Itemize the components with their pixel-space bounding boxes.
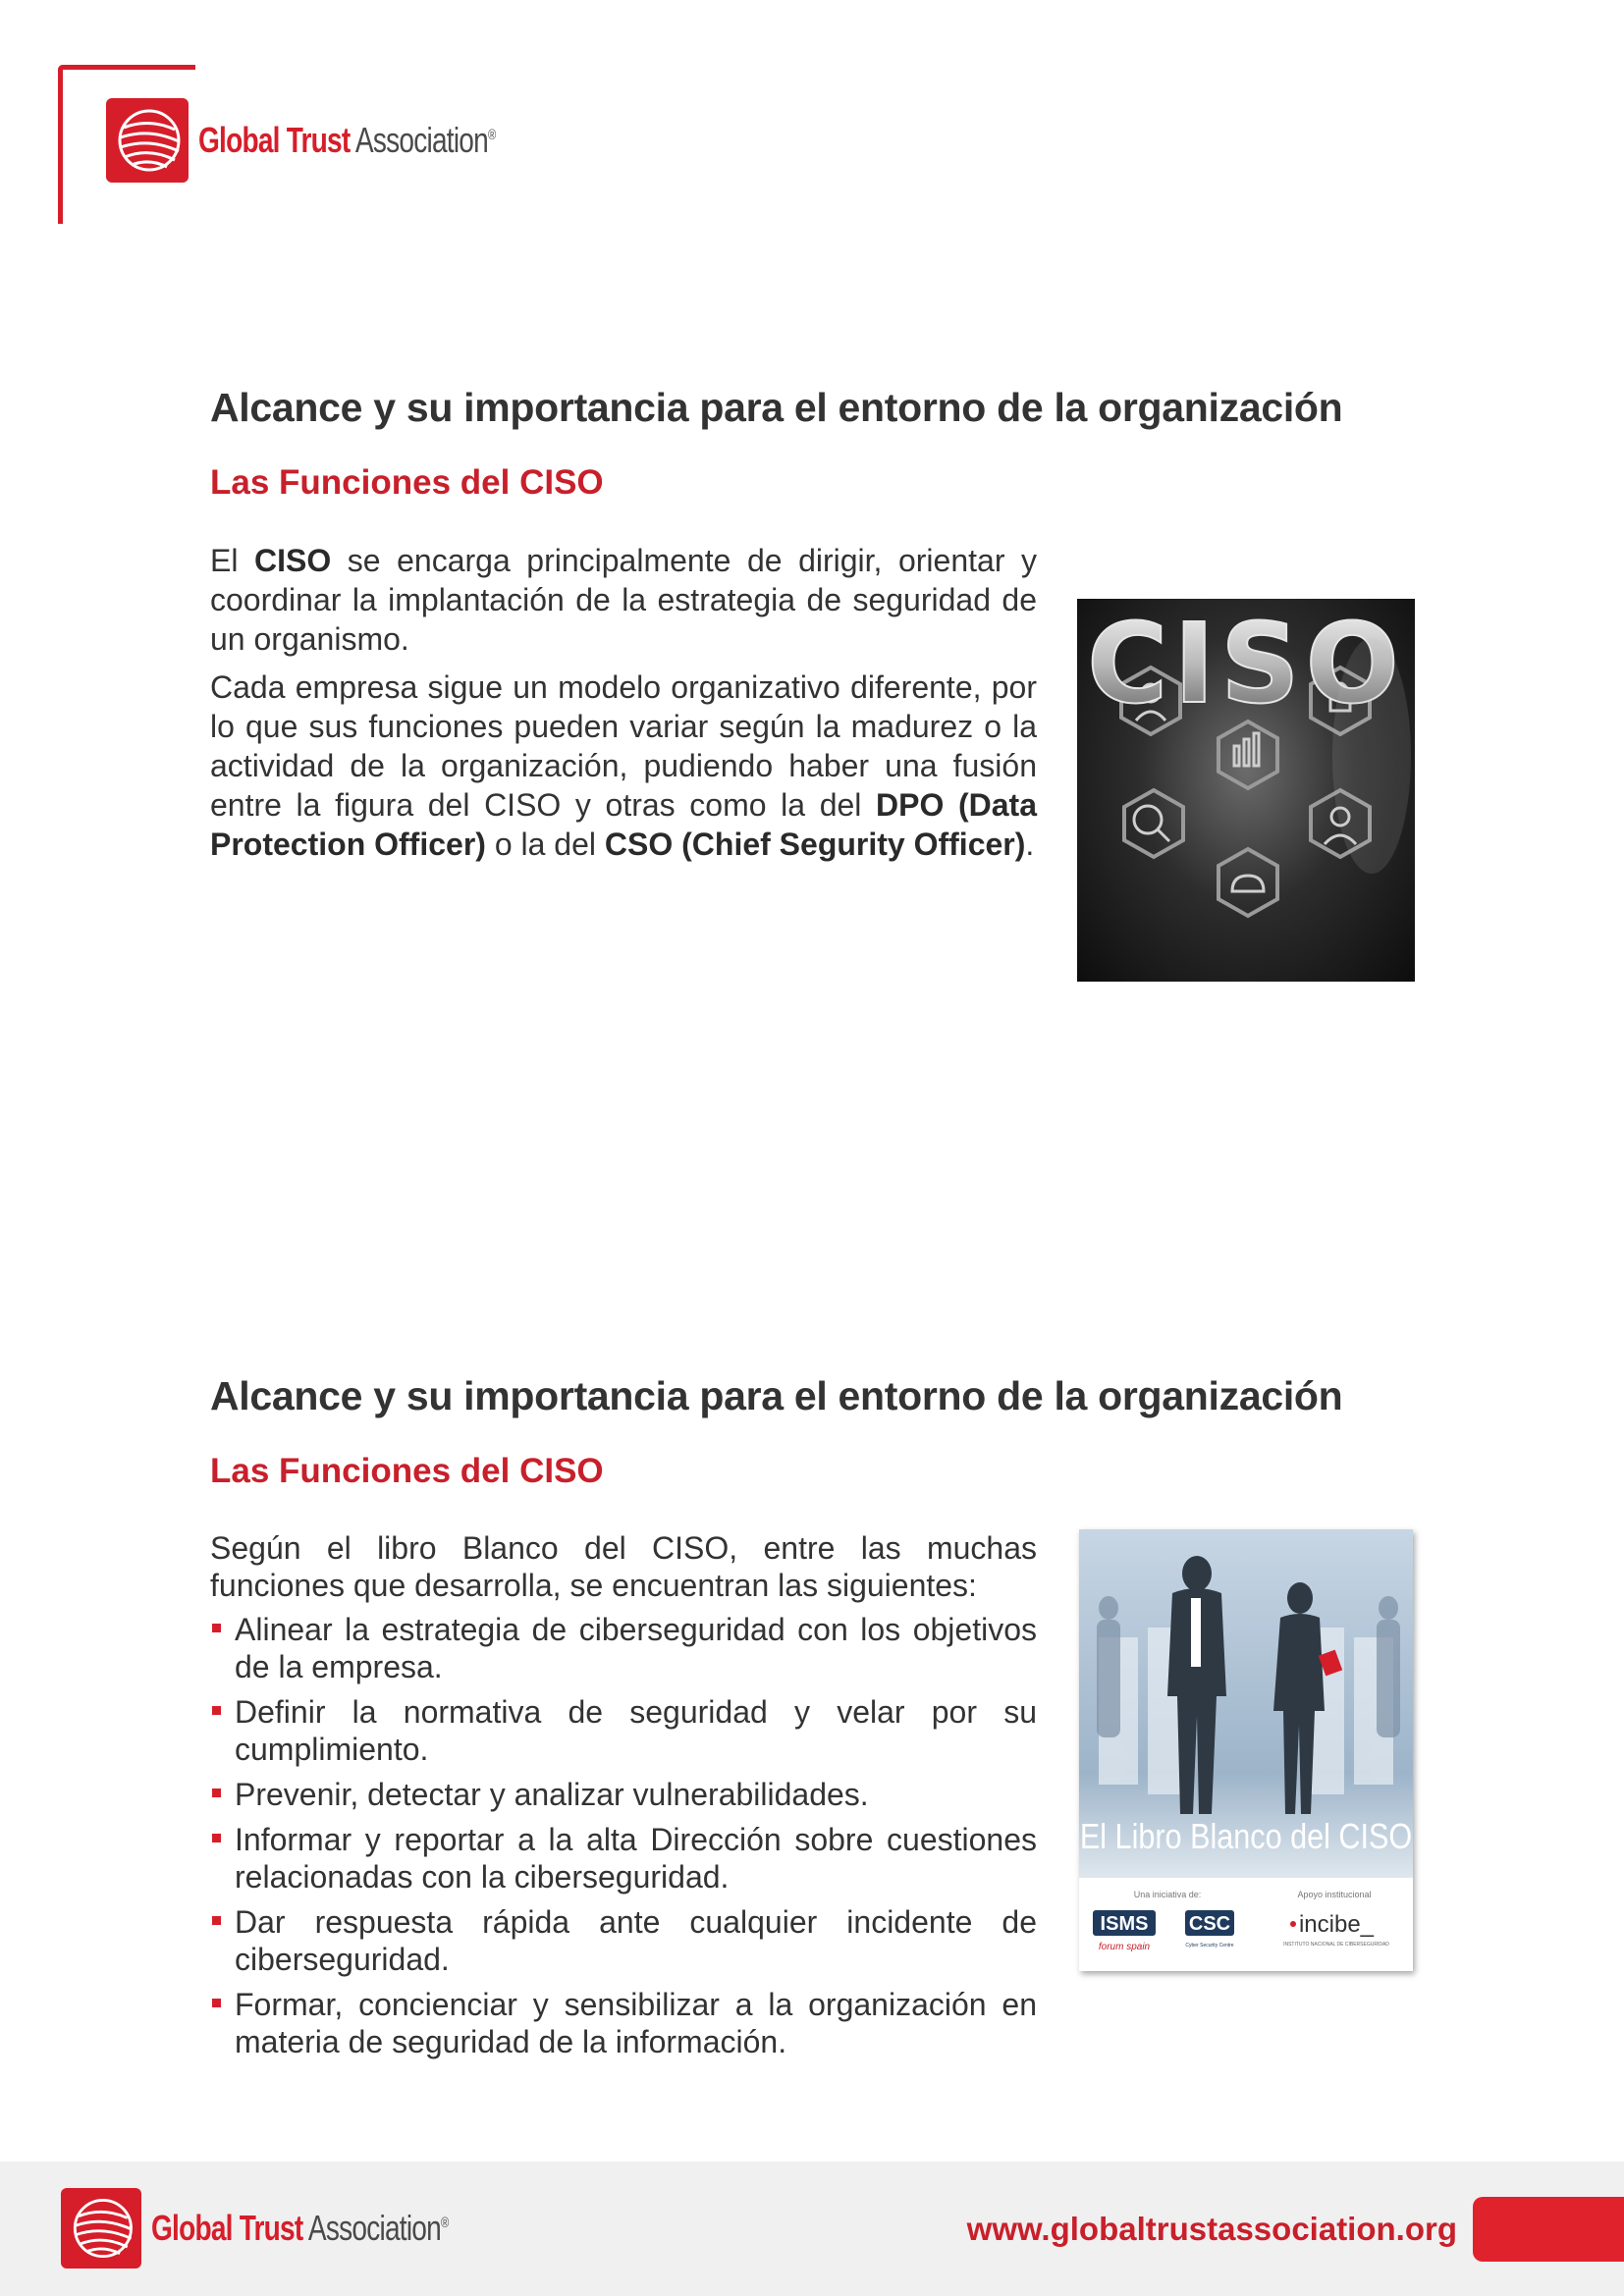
ciso-image-text: CISO xyxy=(1087,601,1405,728)
bullet-icon xyxy=(212,1789,221,1797)
list-item: Dar respuesta rápida ante cualquier incidente de ciberseguridad. xyxy=(210,1903,1037,1978)
section-1-subtitle: Las Funciones del CISO xyxy=(210,463,604,502)
section-1-subheader xyxy=(210,463,1418,503)
incibe-logo-icon xyxy=(1290,1921,1296,1927)
section-2-header xyxy=(210,1373,1418,1419)
brand-name: Global Trust Association® xyxy=(198,120,496,160)
libro-blanco-cover xyxy=(1079,1529,1413,1971)
book-title: El Libro Blanco del CISO xyxy=(1079,1817,1413,1857)
list-item: Prevenir, detectar y analizar vulnerabilidades. xyxy=(210,1776,1037,1813)
globe-logo-icon xyxy=(61,2188,141,2269)
bullet-icon xyxy=(212,1834,221,1842)
ciso-functions-list xyxy=(210,1611,1037,2068)
section-2-subtitle: Las Funciones del CISO xyxy=(210,1452,604,1490)
book-left-caption: Una iniciativa de: xyxy=(1133,1890,1202,1899)
corner-bracket-vertical xyxy=(58,65,63,224)
list-item: Alinear la estrategia de ciberseguridad con los objetivos de la empresa. xyxy=(210,1611,1037,1685)
bullet-icon xyxy=(212,1999,221,2007)
svg-text:INSTITUTO NACIONAL DE CIBERSEG: INSTITUTO NACIONAL DE CIBERSEGURIDAD xyxy=(1283,1942,1389,1948)
ciso-illustration xyxy=(1077,599,1415,982)
bullet-icon xyxy=(212,1706,221,1715)
section-2-intro: Según el libro Blanco del CISO, entre las muchas funciones que desarrolla, se encuentran las siguientes: xyxy=(210,1530,1037,1603)
section-1-paragraph-1: El CISO se encarga principalmente de dirigir, orientar y coordinar la implantación de la estrategia de seguridad de un organismo. xyxy=(210,543,1038,657)
section-2-subheader xyxy=(210,1452,1418,1491)
svg-text:forum spain: forum spain xyxy=(1098,1942,1151,1952)
footer-brand-name: Global Trust Association® xyxy=(151,2208,449,2248)
footer-accent-tab xyxy=(1473,2197,1624,2262)
website-link[interactable]: www.globaltrustassociation.org xyxy=(966,2211,1457,2247)
book-right-caption: Apoyo institucional xyxy=(1297,1890,1372,1899)
globe-logo-icon xyxy=(106,98,189,183)
svg-text:incibe_: incibe_ xyxy=(1298,1911,1375,1938)
list-item: Informar y reportar a la alta Dirección sobre cuestiones relacionadas con la ciberseguridad. xyxy=(210,1821,1037,1896)
section-1-paragraph-2: Cada empresa sigue un modelo organizativo diferente, por lo que sus funciones pueden variar según la madurez o la actividad de la organización, pudiendo haber una fusión entre la figura del CISO y otras como la del DPO (Data Protection Officer) o la del CSO (Chief Segurity Officer). xyxy=(210,669,1038,862)
svg-text:ISMS: ISMS xyxy=(1100,1913,1149,1935)
section-2-title: Alcance y su importancia para el entorno de la organización xyxy=(210,1373,1343,1418)
bullet-icon xyxy=(212,1916,221,1925)
svg-text:CSC: CSC xyxy=(1188,1913,1231,1935)
list-item: Definir la normativa de seguridad y velar por su cumplimiento. xyxy=(210,1693,1037,1768)
corner-bracket-horizontal xyxy=(58,65,195,70)
bullet-icon xyxy=(212,1624,221,1632)
list-item: Formar, concienciar y sensibilizar a la organización en materia de seguridad de la información. xyxy=(210,1986,1037,2060)
svg-text:Cyber Security Centre: Cyber Security Centre xyxy=(1185,1943,1234,1949)
header-logo xyxy=(106,98,579,183)
footer-logo xyxy=(61,2188,532,2269)
section-1-header xyxy=(210,385,1418,431)
section-1-title: Alcance y su importancia para el entorno de la organización xyxy=(210,385,1343,430)
